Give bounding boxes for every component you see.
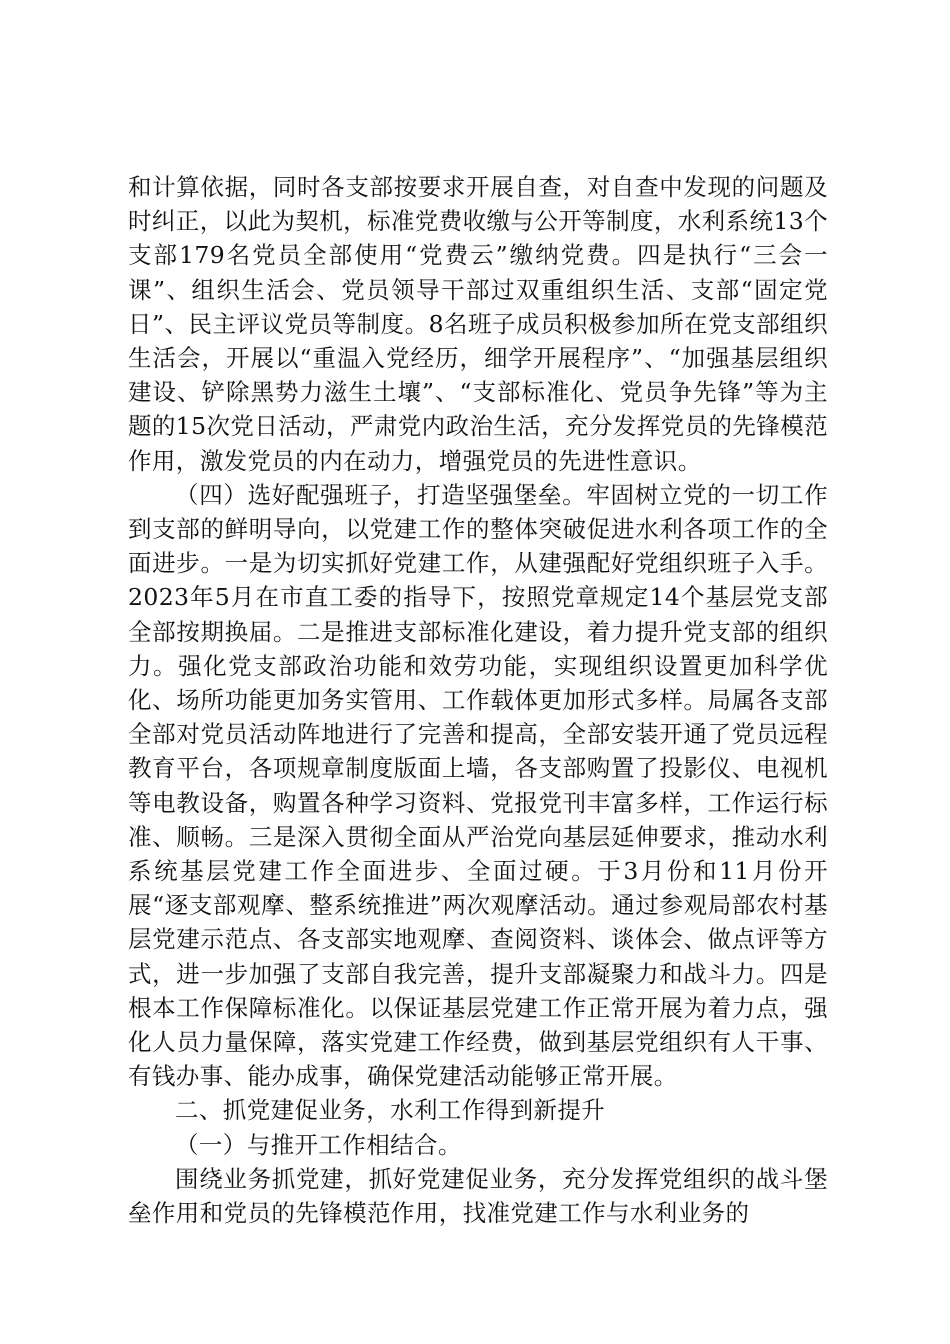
- section-heading-party-building-business: 二、抓党建促业务，水利工作得到新提升: [175, 1096, 606, 1125]
- subsection-heading-combine-work: （一）与推开工作相结合。: [175, 1130, 462, 1159]
- paragraph-team-building: （四）选好配强班子，打造坚强堡垒。牢固树立党的一切工作到支部的鲜明导向，以党建工作的整体突破促进水利各项工作的全面进步。一是为切实抓好党建工作，从建强配好党组织班子入手。2023年5月在市直工委的指导下，按照党章规定14个基层党支部全部按期换届。二是推进支部标准化建设，着力提升党支部的组织力。强化党支部政治功能和效劳功能，实现组织设置更加科学优化、场所功能更加务实管用、工作载体更加形式多样。局属各支部全部对党员活动阵地进行了完善和提高，全部安装开通了党员远程教育平台，各项规章制度版面上墙，各支部购置了投影仪、电视机等电教设备，购置各种学习资料、党报党刊丰富多样，工作运行标准、顺畅。三是深入贯彻全面从严治党向基层延伸要求，推动水利系统基层党建工作全面进步、全面过硬。于3月份和11月份开展“逐支部观摩、整系统推进”两次观摩活动。通过参观局部农村基层党建示范点、各支部实地观摩、查阅资料、谈体会、做点评等方式，进一步加强了支部自我完善，提升支部凝聚力和战斗力。四是根本工作保障标准化。以保证基层党建工作正常开展为着力点，强化人员力量保障，落实党建工作经费，做到基层党组织有人干事、有钱办事、能办成事，确保党建活动能够正常开展。: [128, 480, 828, 1091]
- paragraph-business-integration: 围绕业务抓党建，抓好党建促业务，充分发挥党组织的战斗堡垒作用和党员的先锋模范作用，找准党建工作与水利业务的: [128, 1164, 828, 1228]
- document-body: [128, 170, 828, 1230]
- paragraph-party-fee-and-meetings: 和计算依据，同时各支部按要求开展自查，对自查中发现的问题及时纠正，以此为契机，标准党费收缴与公开等制度，水利系统13个支部179名党员全部使用“党费云”缴纳党费。四是执行“三会一课”、组织生活会、党员领导干部过双重组织生活、支部“固定党日”、民主评议党员等制度。8名班子成员积极参加所在党支部组织生活会，开展以“重温入党经历，细学开展程序”、“加强基层组织建设、铲除黑势力滋生土壤”、“支部标准化、党员争先锋”等为主题的15次党日活动，严肃党内政治生活，充分发挥党员的先锋模范作用，激发党员的内在动力，增强党员的先进性意识。: [128, 173, 828, 475]
